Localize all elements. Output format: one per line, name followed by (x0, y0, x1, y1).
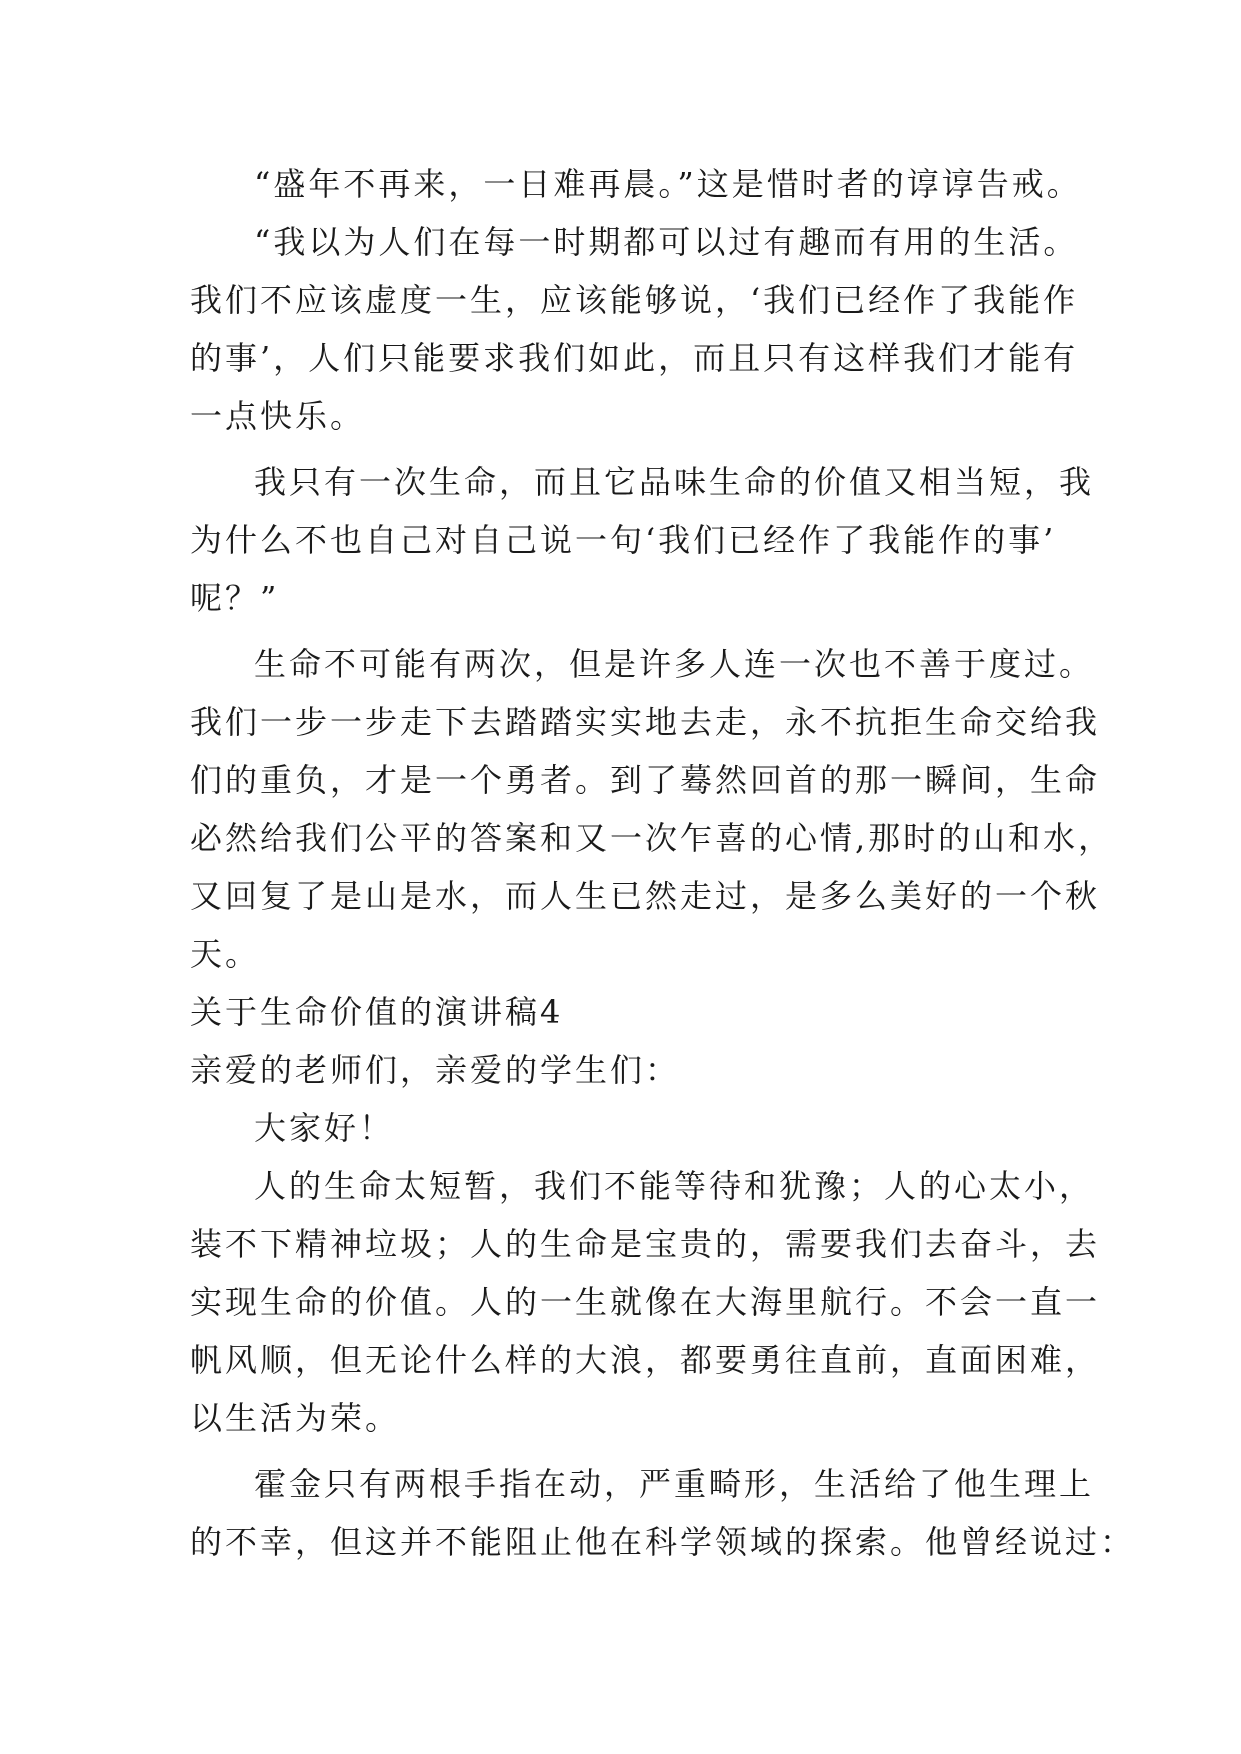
paragraph-line: 人的生命太短暂，我们不能等待和犹豫；人的心太小， (254, 1167, 1095, 1205)
paragraph-line: 生命不可能有两次，但是许多人连一次也不善于度过。 (254, 645, 1095, 683)
paragraph-line: 帆风顺，但无论什么样的大浪，都要勇往直前，直面困难， (190, 1341, 1101, 1379)
paragraph-line: 必然给我们公平的答案和又一次乍喜的心情,那时的山和水， (190, 819, 1114, 857)
paragraph-quote-line: “盛年不再来，一日难再晨。”这是惜时者的谆谆告戒。 (254, 165, 1082, 203)
section-heading: 关于生命价值的演讲稿4 (190, 993, 564, 1031)
paragraph-line: 又回复了是山是水，而人生已然走过，是多么美好的一个秋 (190, 877, 1101, 915)
document-body (190, 155, 1136, 1571)
paragraph-line: 以生活为荣。 (190, 1399, 401, 1437)
paragraph-line: 的事’，人们只能要求我们如此，而且只有这样我们才能有 (190, 339, 1079, 377)
paragraph-line: 我们一步一步走下去踏踏实实地去走，永不抗拒生命交给我 (190, 703, 1101, 741)
salutation: 亲爱的老师们，亲爱的学生们： (190, 1051, 681, 1089)
paragraph-line: 们的重负，才是一个勇者。到了蓦然回首的那一瞬间，生命 (190, 761, 1101, 799)
paragraph-line: 装不下精神垃圾；人的生命是宝贵的，需要我们去奋斗，去 (190, 1225, 1101, 1263)
paragraph-line: 呢？” (190, 579, 280, 617)
paragraph-line: “我以为人们在每一时期都可以过有趣而有用的生活。 (254, 223, 1079, 261)
paragraph-line: 一点快乐。 (190, 397, 366, 435)
paragraph-line: 霍金只有两根手指在动，严重畸形，生活给了他生理上 (254, 1465, 1095, 1503)
paragraph-line: 为什么不也自己对自己说一句‘我们已经作了我能作的事’ (190, 521, 1057, 559)
paragraph-line: 天。 (190, 935, 261, 973)
paragraph-line: 我只有一次生命，而且它品味生命的价值又相当短，我 (254, 463, 1095, 501)
greeting: 大家好！ (254, 1109, 395, 1147)
paragraph-line: 我们不应该虚度一生，应该能够说，‘我们已经作了我能作 (190, 281, 1079, 319)
paragraph-line: 的不幸，但这并不能阻止他在科学领域的探索。他曾经说过： (190, 1523, 1136, 1561)
paragraph-line: 实现生命的价值。人的一生就像在大海里航行。不会一直一 (190, 1283, 1101, 1321)
